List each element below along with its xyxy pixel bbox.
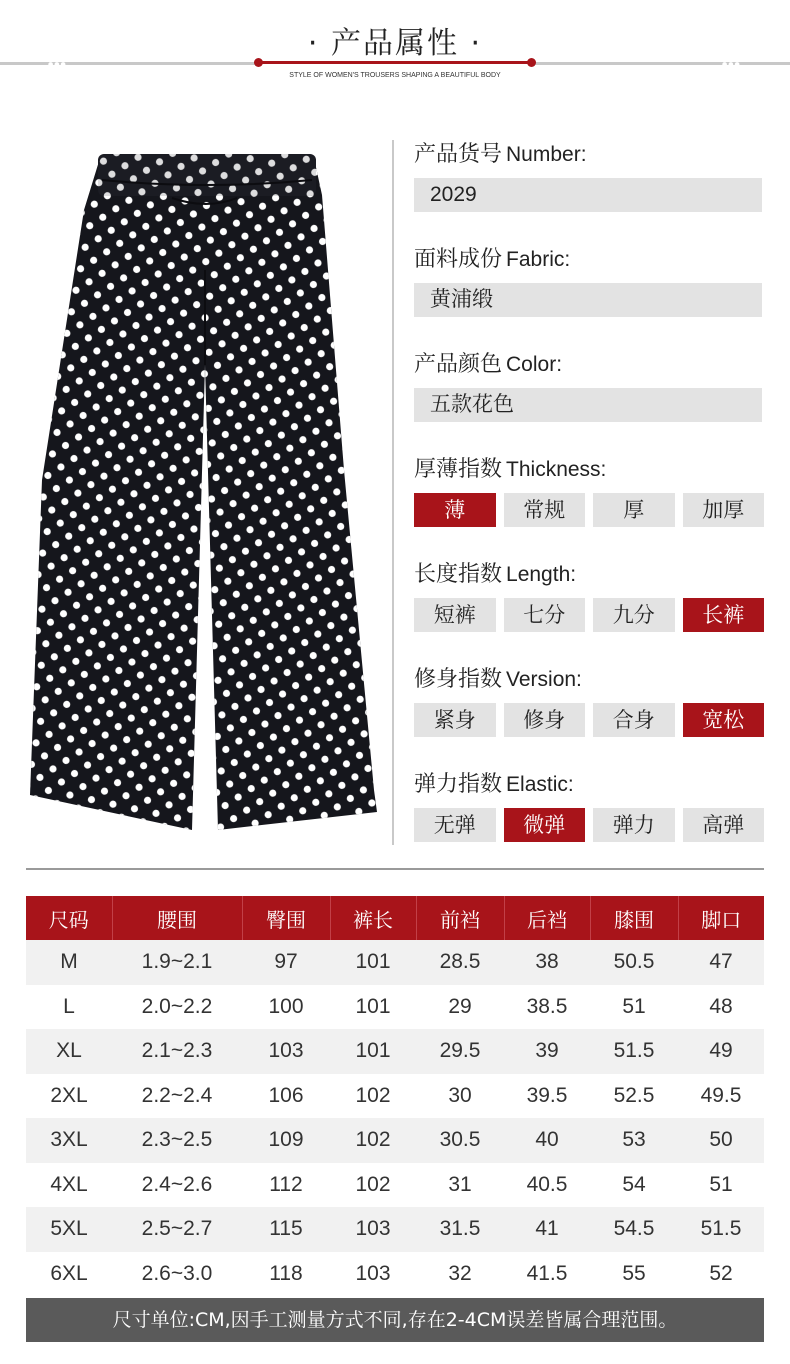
header-cell: 裤长 xyxy=(330,896,416,940)
table-cell: 2XL xyxy=(50,1083,88,1107)
attribute-color-value: 五款花色 xyxy=(414,388,762,422)
table-cell: 54 xyxy=(622,1172,646,1196)
table-cell: XL xyxy=(26,1029,112,1074)
table-cell: 48 xyxy=(709,994,733,1018)
attribute-fabric xyxy=(414,243,764,317)
table-cell: 40 xyxy=(504,1118,590,1163)
table-cell: 28.5 xyxy=(416,940,504,985)
label-en: Thickness: xyxy=(506,458,607,481)
elastic-option: 微弹 xyxy=(504,808,586,842)
version-option: 合身 xyxy=(593,703,675,737)
header-cell: 脚口 xyxy=(678,896,764,940)
section-subtitle: STYLE OF WOMEN'S TROUSERS SHAPING A BEAUTIFUL BODY xyxy=(289,72,501,79)
table-row xyxy=(26,1029,764,1074)
attribute-thickness xyxy=(414,453,764,527)
table-cell: 109 xyxy=(242,1118,330,1163)
table-cell: 2.5~2.7 xyxy=(112,1207,242,1252)
table-cell: 39 xyxy=(504,1029,590,1074)
attribute-length xyxy=(414,558,764,632)
table-cell: 31.5 xyxy=(416,1207,504,1252)
table-cell: 50.5 xyxy=(590,940,678,985)
product-image-polka-dot-trousers xyxy=(22,150,387,840)
attribute-thickness-label xyxy=(414,453,764,487)
table-cell: 2.6~3.0 xyxy=(141,1261,213,1285)
table-cell: 52.5 xyxy=(613,1083,655,1107)
label-cn: 弹力指数 xyxy=(414,772,503,797)
length-option: 七分 xyxy=(504,598,586,632)
table-cell: 112 xyxy=(269,1172,303,1196)
label-cn: 产品货号 xyxy=(414,142,503,167)
table-cell: 2.3~2.5 xyxy=(112,1118,242,1163)
table-cell: 2.4~2.6 xyxy=(141,1172,213,1196)
header-cell: 膝围 xyxy=(590,896,678,940)
label-cn: 产品颜色 xyxy=(414,352,503,377)
version-option: 紧身 xyxy=(414,703,496,737)
table-cell: 40.5 xyxy=(526,1172,568,1196)
version-options xyxy=(414,703,764,737)
table-cell: 5XL xyxy=(26,1207,112,1252)
table-cell: 4XL xyxy=(50,1172,88,1196)
table-cell: 29 xyxy=(448,994,472,1018)
header-dots-deco-right: ●●● xyxy=(722,61,741,68)
table-cell: 39.5 xyxy=(526,1083,568,1107)
table-cell: 52 xyxy=(709,1261,733,1285)
thickness-option: 薄 xyxy=(414,493,496,527)
header-divider-left xyxy=(0,62,262,65)
attribute-fabric-label xyxy=(414,243,764,277)
table-cell: 41 xyxy=(504,1207,590,1252)
size-note: 尺寸单位:CM,因手工测量方式不同,存在2-4CM误差皆属合理范围。 xyxy=(26,1298,764,1342)
elastic-option: 弹力 xyxy=(593,808,675,842)
label-cn: 面料成份 xyxy=(414,247,503,272)
attribute-elastic xyxy=(414,768,764,842)
attribute-number-label xyxy=(414,138,764,172)
attribute-color-label xyxy=(414,348,764,382)
table-cell: 118 xyxy=(269,1261,303,1285)
thickness-option: 加厚 xyxy=(683,493,765,527)
label-en: Fabric: xyxy=(506,248,571,271)
size-table xyxy=(26,896,764,1296)
table-cell: 49.5 xyxy=(700,1083,742,1107)
header-cell: 前裆 xyxy=(416,896,504,940)
elastic-options xyxy=(414,808,764,842)
table-cell: 103 xyxy=(330,1207,416,1252)
table-cell: 51 xyxy=(709,1172,733,1196)
table-cell: 106 xyxy=(268,1083,304,1107)
header-cell: 后裆 xyxy=(504,896,590,940)
table-cell: 97 xyxy=(242,940,330,985)
attribute-version-label xyxy=(414,663,764,697)
header-cell: 尺码 xyxy=(26,896,112,940)
attribute-number xyxy=(414,138,764,212)
table-row xyxy=(26,940,764,985)
length-option: 长裤 xyxy=(683,598,765,632)
table-row xyxy=(26,1163,764,1208)
table-cell: 103 xyxy=(242,1029,330,1074)
thickness-option: 厚 xyxy=(593,493,675,527)
attribute-number-value: 2029 xyxy=(414,178,762,212)
table-cell: 41.5 xyxy=(526,1261,568,1285)
table-cell: 2.1~2.3 xyxy=(112,1029,242,1074)
table-row xyxy=(26,1074,764,1119)
table-cell: 29.5 xyxy=(416,1029,504,1074)
length-option: 短裤 xyxy=(414,598,496,632)
length-option: 九分 xyxy=(593,598,675,632)
version-option: 修身 xyxy=(504,703,586,737)
table-cell: 54.5 xyxy=(590,1207,678,1252)
elastic-option: 无弹 xyxy=(414,808,496,842)
table-cell: 53 xyxy=(590,1118,678,1163)
table-cell: 2.2~2.4 xyxy=(141,1083,213,1107)
table-cell: 101 xyxy=(355,994,391,1018)
table-cell: 32 xyxy=(448,1261,472,1285)
label-cn: 厚薄指数 xyxy=(414,457,503,482)
table-cell: 6XL xyxy=(50,1261,88,1285)
thickness-option: 常规 xyxy=(504,493,586,527)
attribute-fabric-value: 黄浦缎 xyxy=(414,283,762,317)
table-cell: 102 xyxy=(330,1118,416,1163)
label-en: Number: xyxy=(506,143,587,166)
table-cell: 102 xyxy=(355,1083,391,1107)
table-row xyxy=(26,985,764,1030)
table-cell: 50 xyxy=(678,1118,764,1163)
label-en: Version: xyxy=(506,668,582,691)
section-divider xyxy=(26,868,764,870)
table-cell: 102 xyxy=(355,1172,391,1196)
table-cell: 51.5 xyxy=(590,1029,678,1074)
label-cn: 修身指数 xyxy=(414,667,503,692)
length-options xyxy=(414,598,764,632)
table-cell: 51.5 xyxy=(678,1207,764,1252)
header-divider-right xyxy=(528,62,790,65)
size-table-header xyxy=(26,896,764,940)
label-cn: 长度指数 xyxy=(414,562,503,587)
table-row xyxy=(26,1252,764,1297)
table-cell: 31 xyxy=(448,1172,472,1196)
table-cell: 30.5 xyxy=(416,1118,504,1163)
header-dots-deco-left: ●●● xyxy=(48,61,67,68)
table-cell: 3XL xyxy=(26,1118,112,1163)
section-title: · 产品属性 · xyxy=(307,26,483,61)
attribute-divider xyxy=(392,140,394,845)
label-en: Elastic: xyxy=(506,773,574,796)
table-cell: 101 xyxy=(330,1029,416,1074)
thickness-options xyxy=(414,493,764,527)
table-cell: 100 xyxy=(268,994,304,1018)
table-cell: 51 xyxy=(622,994,646,1018)
version-option: 宽松 xyxy=(683,703,765,737)
attribute-version xyxy=(414,663,764,737)
table-cell: 2.0~2.2 xyxy=(141,994,213,1018)
attribute-color xyxy=(414,348,764,422)
attribute-length-label xyxy=(414,558,764,592)
header-cell: 臀围 xyxy=(242,896,330,940)
label-en: Length: xyxy=(506,563,577,586)
table-cell: 30 xyxy=(448,1083,472,1107)
attribute-elastic-label xyxy=(414,768,764,802)
header-cell: 腰围 xyxy=(112,896,242,940)
section-header xyxy=(0,0,790,90)
table-cell: 38.5 xyxy=(526,994,568,1018)
table-cell: 49 xyxy=(678,1029,764,1074)
table-cell: 1.9~2.1 xyxy=(112,940,242,985)
elastic-option: 高弹 xyxy=(683,808,765,842)
table-cell: 55 xyxy=(622,1261,646,1285)
table-cell: 47 xyxy=(678,940,764,985)
table-cell: M xyxy=(26,940,112,985)
table-row xyxy=(26,1118,764,1163)
table-cell: 101 xyxy=(330,940,416,985)
table-cell: L xyxy=(63,994,75,1018)
size-table-body xyxy=(26,940,764,1296)
label-en: Color: xyxy=(506,353,563,376)
table-row xyxy=(26,1207,764,1252)
table-cell: 115 xyxy=(242,1207,330,1252)
table-cell: 38 xyxy=(504,940,590,985)
table-cell: 103 xyxy=(355,1261,391,1285)
